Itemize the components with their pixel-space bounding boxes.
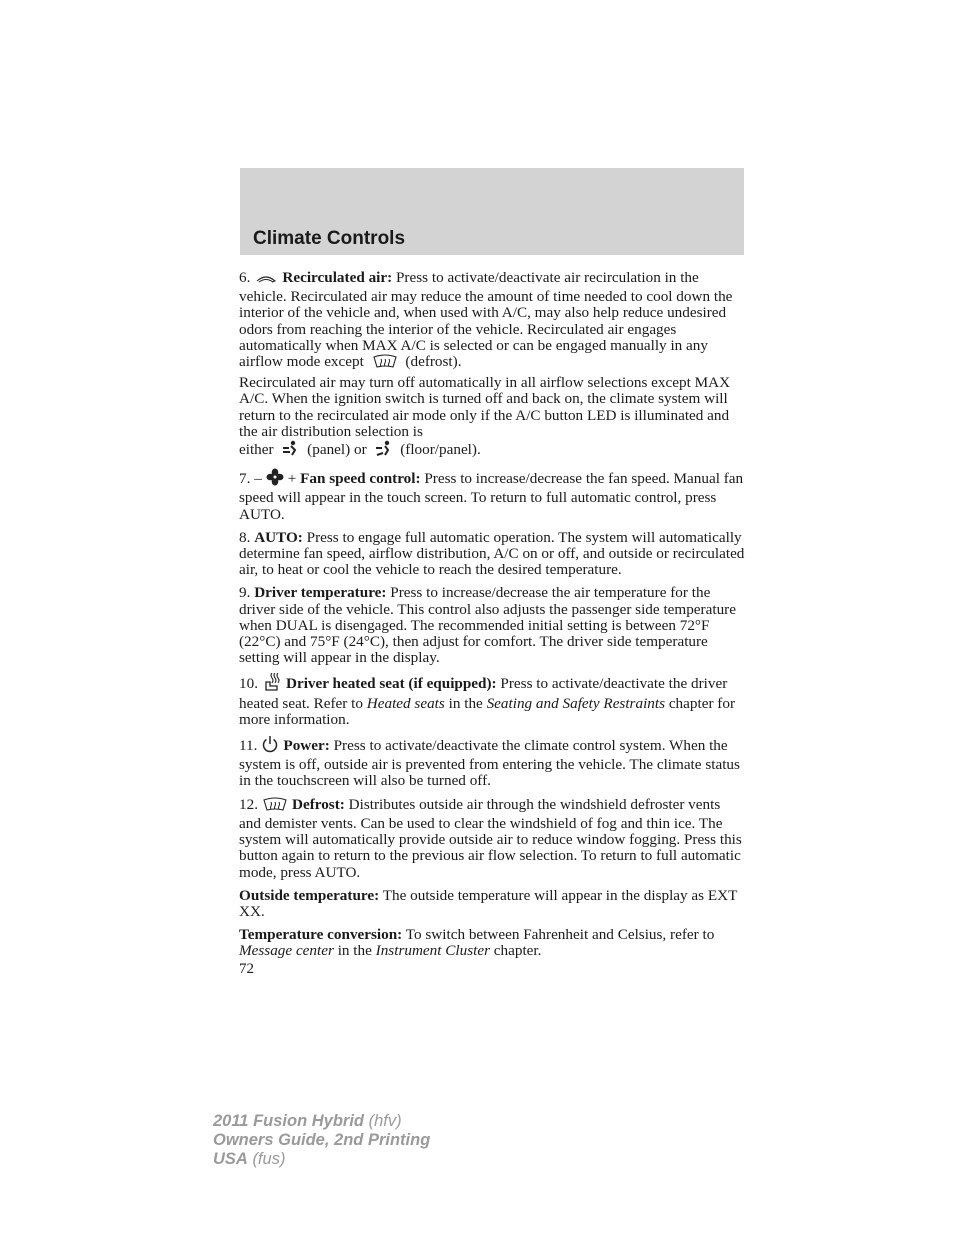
- item-temperature-conversion: [239, 927, 745, 959]
- term-heated-seat: Driver heated seat (if equipped):: [285, 675, 497, 693]
- term-driver-temperature: Driver temperature:: [254, 584, 387, 602]
- footer-market-code: (fus): [252, 1150, 286, 1168]
- temp-conv-text3: chapter.: [493, 942, 542, 960]
- item-heated-seat: [239, 673, 745, 728]
- item-number: 10.: [239, 675, 258, 693]
- recirc-panel: (panel) or: [307, 441, 367, 459]
- heated-seat-ref2: Seating and Safety Restraints: [486, 694, 666, 712]
- heated-seat-text3: chapter for more information.: [239, 694, 736, 728]
- panel-vent-icon: [281, 440, 299, 461]
- item-number: 6.: [239, 269, 251, 286]
- fan-icon: [266, 468, 284, 490]
- item-defrost: [239, 797, 745, 881]
- term-fan-speed: Fan speed control:: [300, 470, 421, 488]
- item-number: 8.: [239, 528, 251, 546]
- item-recirculated-air: [239, 270, 745, 373]
- recirc-floor-panel: (floor/panel).: [400, 441, 481, 459]
- footer-line-1: [213, 1112, 430, 1131]
- floor-panel-vent-icon: [374, 440, 392, 461]
- power-icon: [261, 735, 279, 757]
- driver-temp-text: Press to increase/decrease the air temperature for the driver side of the vehicle. This control also adjusts the passenger side temperature when DUAL is disengaged. The recommended initial setting is between 72°F (22°C) and 75°F (24°C), then adjust for comfort. The driver side temperature setting will appear in the display.: [239, 584, 736, 667]
- heated-seat-text2: in the: [448, 694, 483, 712]
- item-number: 12.: [239, 795, 258, 813]
- item-outside-temperature: [239, 888, 745, 920]
- section-title: Climate Controls: [253, 228, 406, 249]
- outside-temp-text: The outside temperature will appear in the display as EXT XX.: [239, 886, 738, 920]
- footer-model-code: (hfv): [368, 1112, 402, 1130]
- term-power: Power:: [283, 737, 330, 755]
- defrost-icon: [262, 797, 288, 816]
- defrost-text: Distributes outside air through the windshield defroster vents and demister vents. Can be used to clear the windshield of fog and thin ice. The system will automatically provide outside air to reduce window fogging. Press this button again to return to the previous air flow selection. To return to full automatic mode, press AUTO.: [239, 795, 742, 881]
- footer-line-3: [213, 1150, 430, 1169]
- footer-market: USA: [213, 1150, 248, 1168]
- term-auto: AUTO:: [254, 528, 303, 546]
- temp-conv-ref2: Instrument Cluster: [375, 942, 490, 960]
- recirc-text: Press to activate/deactivate air recirculation in the vehicle. Recirculated air may reduce the amount of time needed to cool down the interior of the vehicle and, when used with A/C, may also help reduce undesired odors from reaching the interior of the vehicle. Recirculated air engages automatically when MAX A/C is selected or can be engaged manually in any airflow mode except: [239, 269, 733, 371]
- footer: [213, 1112, 430, 1169]
- footer-model: 2011 Fusion Hybrid: [213, 1112, 364, 1130]
- item-number: 7. –: [239, 470, 262, 488]
- item-number: 11.: [239, 737, 258, 755]
- footer-line-2: [213, 1131, 430, 1150]
- heated-seat-ref1: Heated seats: [366, 694, 445, 712]
- term-outside-temperature: Outside temperature:: [239, 886, 380, 904]
- item-driver-temperature: [239, 585, 745, 666]
- footer-guide: Owners Guide, 2nd Printing: [213, 1131, 431, 1149]
- temp-conv-text2: in the: [337, 942, 372, 960]
- item-number: 9.: [239, 584, 251, 602]
- recirc-para2: Recirculated air may turn off automatically in all airflow selections except MAX A/C. When the ignition switch is turned off and back on, the climate system will return to the recirculated air mode only if the A/C button LED is illuminated and the air distribution selection is: [239, 374, 731, 440]
- manual-content: [239, 270, 745, 967]
- item-recirculated-air-cont: [239, 375, 745, 461]
- item-power: [239, 735, 745, 790]
- heated-seat-icon: [262, 673, 282, 695]
- page-number: 72: [239, 961, 254, 977]
- term-recirculated-air: Recirculated air:: [282, 269, 393, 286]
- recirc-either: either: [239, 441, 274, 459]
- heated-seat-text1: Press to activate/deactivate the driver heated seat. Refer to: [239, 675, 728, 712]
- item-fan-speed: [239, 468, 745, 523]
- power-text: Press to activate/deactivate the climate control system. When the system is off, outside air is prevented from entering the vehicle. The climate status in the touchscreen will also be turned off.: [239, 737, 740, 790]
- defrost-icon: [372, 354, 398, 373]
- term-defrost: Defrost:: [291, 795, 345, 813]
- auto-text: Press to engage full automatic operation. The system will automatically determine fan speed, airflow distribution, A/C on or off, and outside or recirculated air, to heat or cool the vehicle to reach the desired temperature.: [239, 528, 745, 579]
- temp-conv-text1: To switch between Fahrenheit and Celsius, refer to: [405, 926, 715, 944]
- item-auto: [239, 530, 745, 579]
- fan-text: Press to increase/decrease the fan speed. Manual fan speed will appear in the touch screen. To return to full automatic control, press AUTO.: [239, 470, 744, 523]
- temp-conv-ref1: Message center: [239, 942, 334, 960]
- recirculation-icon: [254, 273, 278, 289]
- fan-plus: +: [287, 470, 297, 488]
- term-temperature-conversion: Temperature conversion:: [239, 926, 403, 944]
- recirc-text-defrost: (defrost).: [405, 353, 462, 371]
